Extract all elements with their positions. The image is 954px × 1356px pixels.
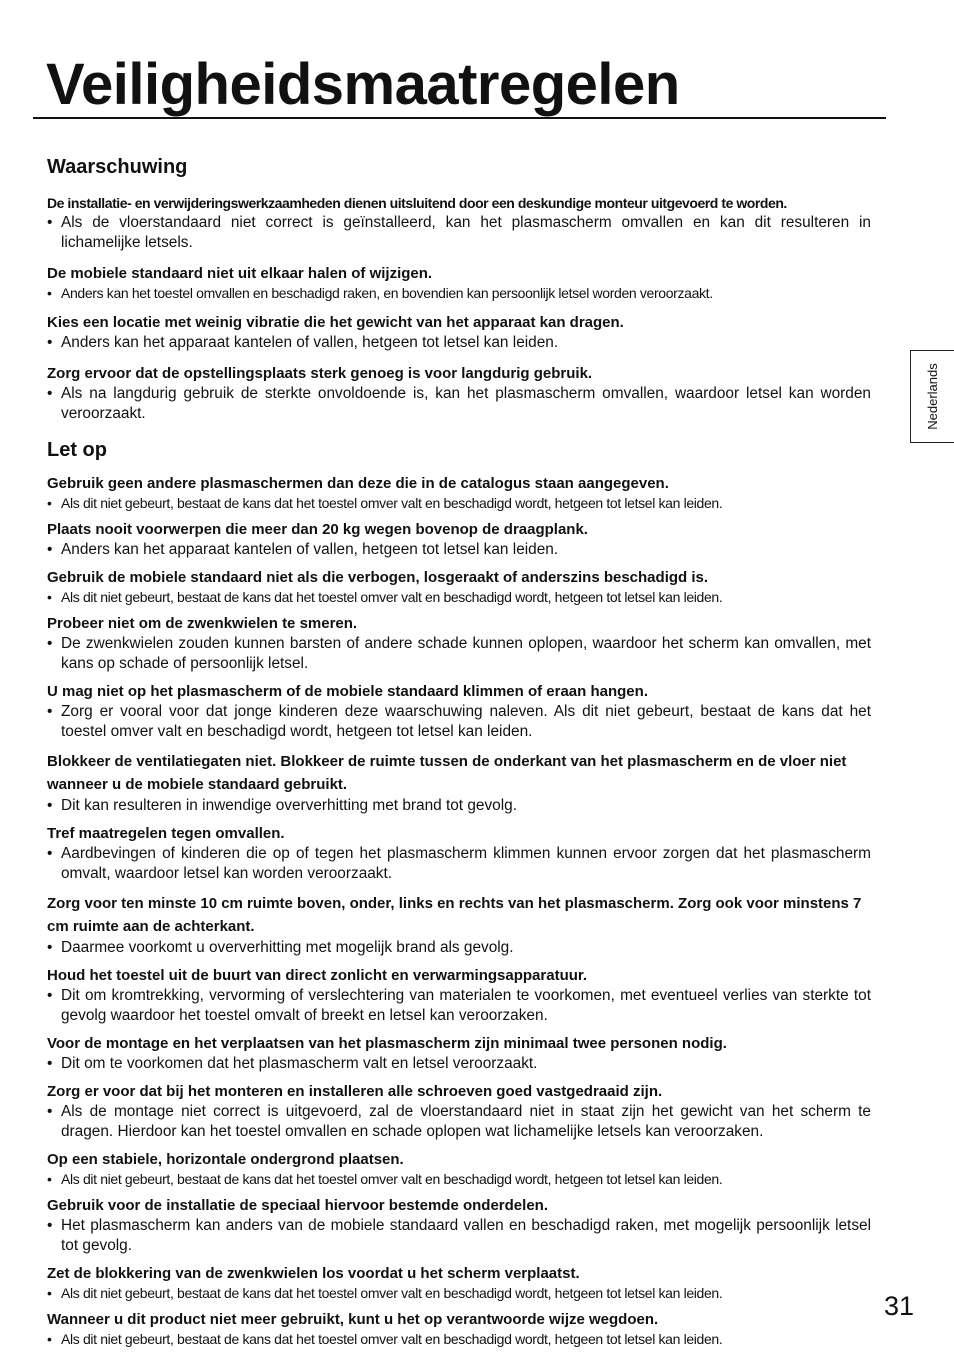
bullet-icon: • [47, 797, 53, 814]
content [47, 155, 871, 1356]
item-bullet-text [47, 213, 871, 253]
list-item [47, 193, 871, 253]
item-heading: Blokkeer de ventilatiegaten niet. Blokkeer de ruimte tussen de onderkant van het plasmascherm en de vloer niet wanneer u de mobiele standaard gebruikt. [47, 753, 847, 793]
bullet-text: Dit om te voorkomen dat het plasmascherm valt en letsel veroorzaakt. [61, 1055, 538, 1072]
bullet-text: Als de vloerstandaard niet correct is geïnstalleerd, kan het plasmascherm omvallen en kan dit resulteren in lichamelijke letsels. [61, 214, 871, 251]
list-item [47, 1082, 871, 1142]
item-bullet-text [47, 1284, 871, 1302]
language-tab [910, 350, 954, 443]
item-bullet-text [47, 588, 871, 606]
bullet-icon: • [47, 334, 53, 351]
item-heading: Zorg er voor dat bij het monteren en installeren alle schroeven goed vastgedraaid zijn. [47, 1083, 663, 1100]
bullet-text: Als dit niet gebeurt, bestaat de kans dat het toestel omver valt en beschadigd wordt, hetgeen tot letsel kan leiden. [61, 1285, 723, 1301]
bullet-icon: • [47, 1217, 53, 1234]
item-bullet-text [47, 333, 871, 353]
list-item [47, 1196, 871, 1256]
item-heading: De installatie- en verwijderingswerkzaamheden dienen uitsluitend door een deskundige monteur uitgevoerd te worden. [47, 195, 787, 211]
bullet-icon: • [47, 939, 53, 956]
item-heading: Zorg ervoor dat de opstellingsplaats sterk genoeg is voor langdurig gebruik. [47, 365, 593, 382]
list-item [47, 264, 871, 302]
item-heading: Zet de blokkering van de zwenkwielen los voordat u het scherm verplaatst. [47, 1265, 580, 1282]
item-bullet-text [47, 986, 871, 1026]
bullet-icon: • [47, 845, 53, 862]
bullet-text: Anders kan het apparaat kantelen of vallen, hetgeen tot letsel kan leiden. [61, 334, 559, 351]
section-let-op [47, 438, 871, 1348]
item-bullet-text [47, 702, 871, 742]
item-bullet-text [47, 938, 871, 958]
bullet-icon: • [47, 703, 53, 720]
bullet-icon: • [47, 541, 53, 558]
list-item [47, 614, 871, 674]
bullet-text: Dit om kromtrekking, vervorming of verslechtering van materialen te voorkomen, met eventueel verlies van sterkte tot gevolg waardoor het toestel omvalt of breekt en letsel kan veroorzaken. [61, 987, 871, 1024]
item-bullet-text [47, 1102, 871, 1142]
bullet-icon: • [47, 1171, 52, 1187]
bullet-text: Als de montage niet correct is uitgevoerd, zal de vloerstandaard niet in staat zijn het gewicht van het scherm te dragen. Hierdoor kan het toestel omvallen en schade oplopen wat lichamelijke letsels kan veroorzaken. [61, 1103, 871, 1140]
item-bullet-text [47, 796, 871, 816]
item-bullet-text [47, 1054, 871, 1074]
list-item [47, 1310, 871, 1348]
bullet-icon: • [47, 1331, 52, 1347]
list-item [47, 682, 871, 742]
bullet-text: Daarmee voorkomt u oververhitting met mogelijk brand als gevolg. [61, 939, 514, 956]
list-item [47, 568, 871, 606]
section-heading: Let op [47, 439, 107, 461]
list-item [47, 966, 871, 1026]
bullet-text: Het plasmascherm kan anders van de mobiele standaard vallen en beschadigd raken, met mogelijk persoonlijk letsel tot gevolg. [61, 1217, 871, 1254]
bullet-text: Anders kan het toestel omvallen en beschadigd raken, en bovendien kan persoonlijk letsel worden veroorzaakt. [61, 285, 713, 301]
item-bullet-text [47, 844, 871, 884]
list-item [47, 750, 871, 816]
item-bullet-text [47, 494, 871, 512]
title-divider [33, 117, 886, 119]
list-item [47, 364, 871, 424]
page-number: 31 [884, 1291, 915, 1321]
item-heading: Plaats nooit voorwerpen die meer dan 20 kg wegen bovenop de draagplank. [47, 521, 588, 538]
item-heading: Wanneer u dit product niet meer gebruikt, kunt u het op verantwoorde wijze wegdoen. [47, 1311, 659, 1328]
bullet-icon: • [47, 987, 53, 1004]
bullet-text: Als na langdurig gebruik de sterkte onvoldoende is, kan het plasmascherm omvallen, waardoor letsel kan worden veroorzaakt. [61, 385, 871, 422]
list-item [47, 1264, 871, 1302]
item-heading: Gebruik geen andere plasmaschermen dan deze die in de catalogus staan aangegeven. [47, 475, 669, 492]
item-heading: Kies een locatie met weinig vibratie die het gewicht van het apparaat kan dragen. [47, 314, 624, 331]
list-item [47, 824, 871, 884]
section-heading: Waarschuwing [47, 156, 188, 178]
item-bullet-text [47, 634, 871, 674]
item-heading: Gebruik de mobiele standaard niet als die verbogen, losgeraakt of anderszins beschadigd is. [47, 569, 709, 586]
bullet-text: Als dit niet gebeurt, bestaat de kans dat het toestel omver valt en beschadigd wordt, hetgeen tot letsel kan leiden. [61, 1171, 723, 1187]
bullet-text: De zwenkwielen zouden kunnen barsten of andere schade kunnen oplopen, waardoor het scherm kan omvallen, met kans op schade of persoonlijk letsel. [61, 635, 871, 672]
bullet-icon: • [47, 385, 53, 402]
bullet-text: Als dit niet gebeurt, bestaat de kans dat het toestel omver valt en beschadigd wordt, hetgeen tot letsel kan leiden. [61, 495, 723, 511]
item-heading: U mag niet op het plasmascherm of de mobiele standaard klimmen of eraan hangen. [47, 683, 648, 700]
bullet-text: Anders kan het apparaat kantelen of vallen, hetgeen tot letsel kan leiden. [61, 541, 559, 558]
bullet-icon: • [47, 285, 52, 301]
bullet-text: Als dit niet gebeurt, bestaat de kans dat het toestel omver valt en beschadigd wordt, hetgeen tot letsel kan leiden. [61, 589, 723, 605]
item-bullet-text [47, 1216, 871, 1256]
list-item [47, 474, 871, 512]
page-title: Veiligheidsmaatregelen [46, 52, 680, 117]
bullet-icon: • [47, 1055, 53, 1072]
item-heading: Voor de montage en het verplaatsen van het plasmascherm zijn minimaal twee personen nodig. [47, 1035, 727, 1052]
section-waarschuwing [47, 155, 871, 424]
item-heading: Tref maatregelen tegen omvallen. [47, 825, 285, 842]
list-item [47, 1150, 871, 1188]
item-bullet-text [47, 540, 871, 560]
bullet-icon: • [47, 1103, 53, 1120]
bullet-text: Als dit niet gebeurt, bestaat de kans dat het toestel omver valt en beschadigd wordt, hetgeen tot letsel kan leiden. [61, 1331, 723, 1347]
item-heading: Op een stabiele, horizontale ondergrond plaatsen. [47, 1151, 404, 1168]
item-heading: Houd het toestel uit de buurt van direct zonlicht en verwarmingsapparatuur. [47, 967, 588, 984]
item-bullet-text [47, 384, 871, 424]
list-item [47, 892, 871, 958]
bullet-text: Dit kan resulteren in inwendige oververhitting met brand tot gevolg. [61, 797, 517, 814]
item-bullet-text [47, 1170, 871, 1188]
list-item [47, 520, 871, 560]
bullet-icon: • [47, 589, 52, 605]
bullet-text: Zorg er vooral voor dat jonge kinderen deze waarschuwing naleven. Als dit niet gebeurt, bestaat de kans dat het toestel omver valt en beschadigd wordt, hetgeen tot letsel kan leiden. [61, 703, 871, 740]
bullet-text: Aardbevingen of kinderen die op of tegen het plasmascherm klimmen kunnen ervoor zorgen dat het plasmascherm omvalt, waardoor letsel kan worden veroorzaakt. [61, 845, 871, 882]
bullet-icon: • [47, 1285, 52, 1301]
bullet-icon: • [47, 635, 53, 652]
item-heading: Gebruik voor de installatie de speciaal hiervoor bestemde onderdelen. [47, 1197, 548, 1214]
item-heading: Zorg voor ten minste 10 cm ruimte boven, onder, links en rechts van het plasmascherm. Zorg ook voor minstens 7 cm ruimte aan de achterkant. [47, 895, 862, 935]
item-bullet-text [47, 1330, 871, 1348]
language-tab-label: Nederlands [925, 363, 940, 430]
bullet-icon: • [47, 214, 53, 231]
item-heading: De mobiele standaard niet uit elkaar halen of wijzigen. [47, 265, 433, 282]
list-item [47, 1034, 871, 1074]
bullet-icon: • [47, 495, 52, 511]
item-bullet-text [47, 284, 871, 302]
list-item [47, 313, 871, 353]
item-heading: Probeer niet om de zwenkwielen te smeren. [47, 615, 358, 632]
